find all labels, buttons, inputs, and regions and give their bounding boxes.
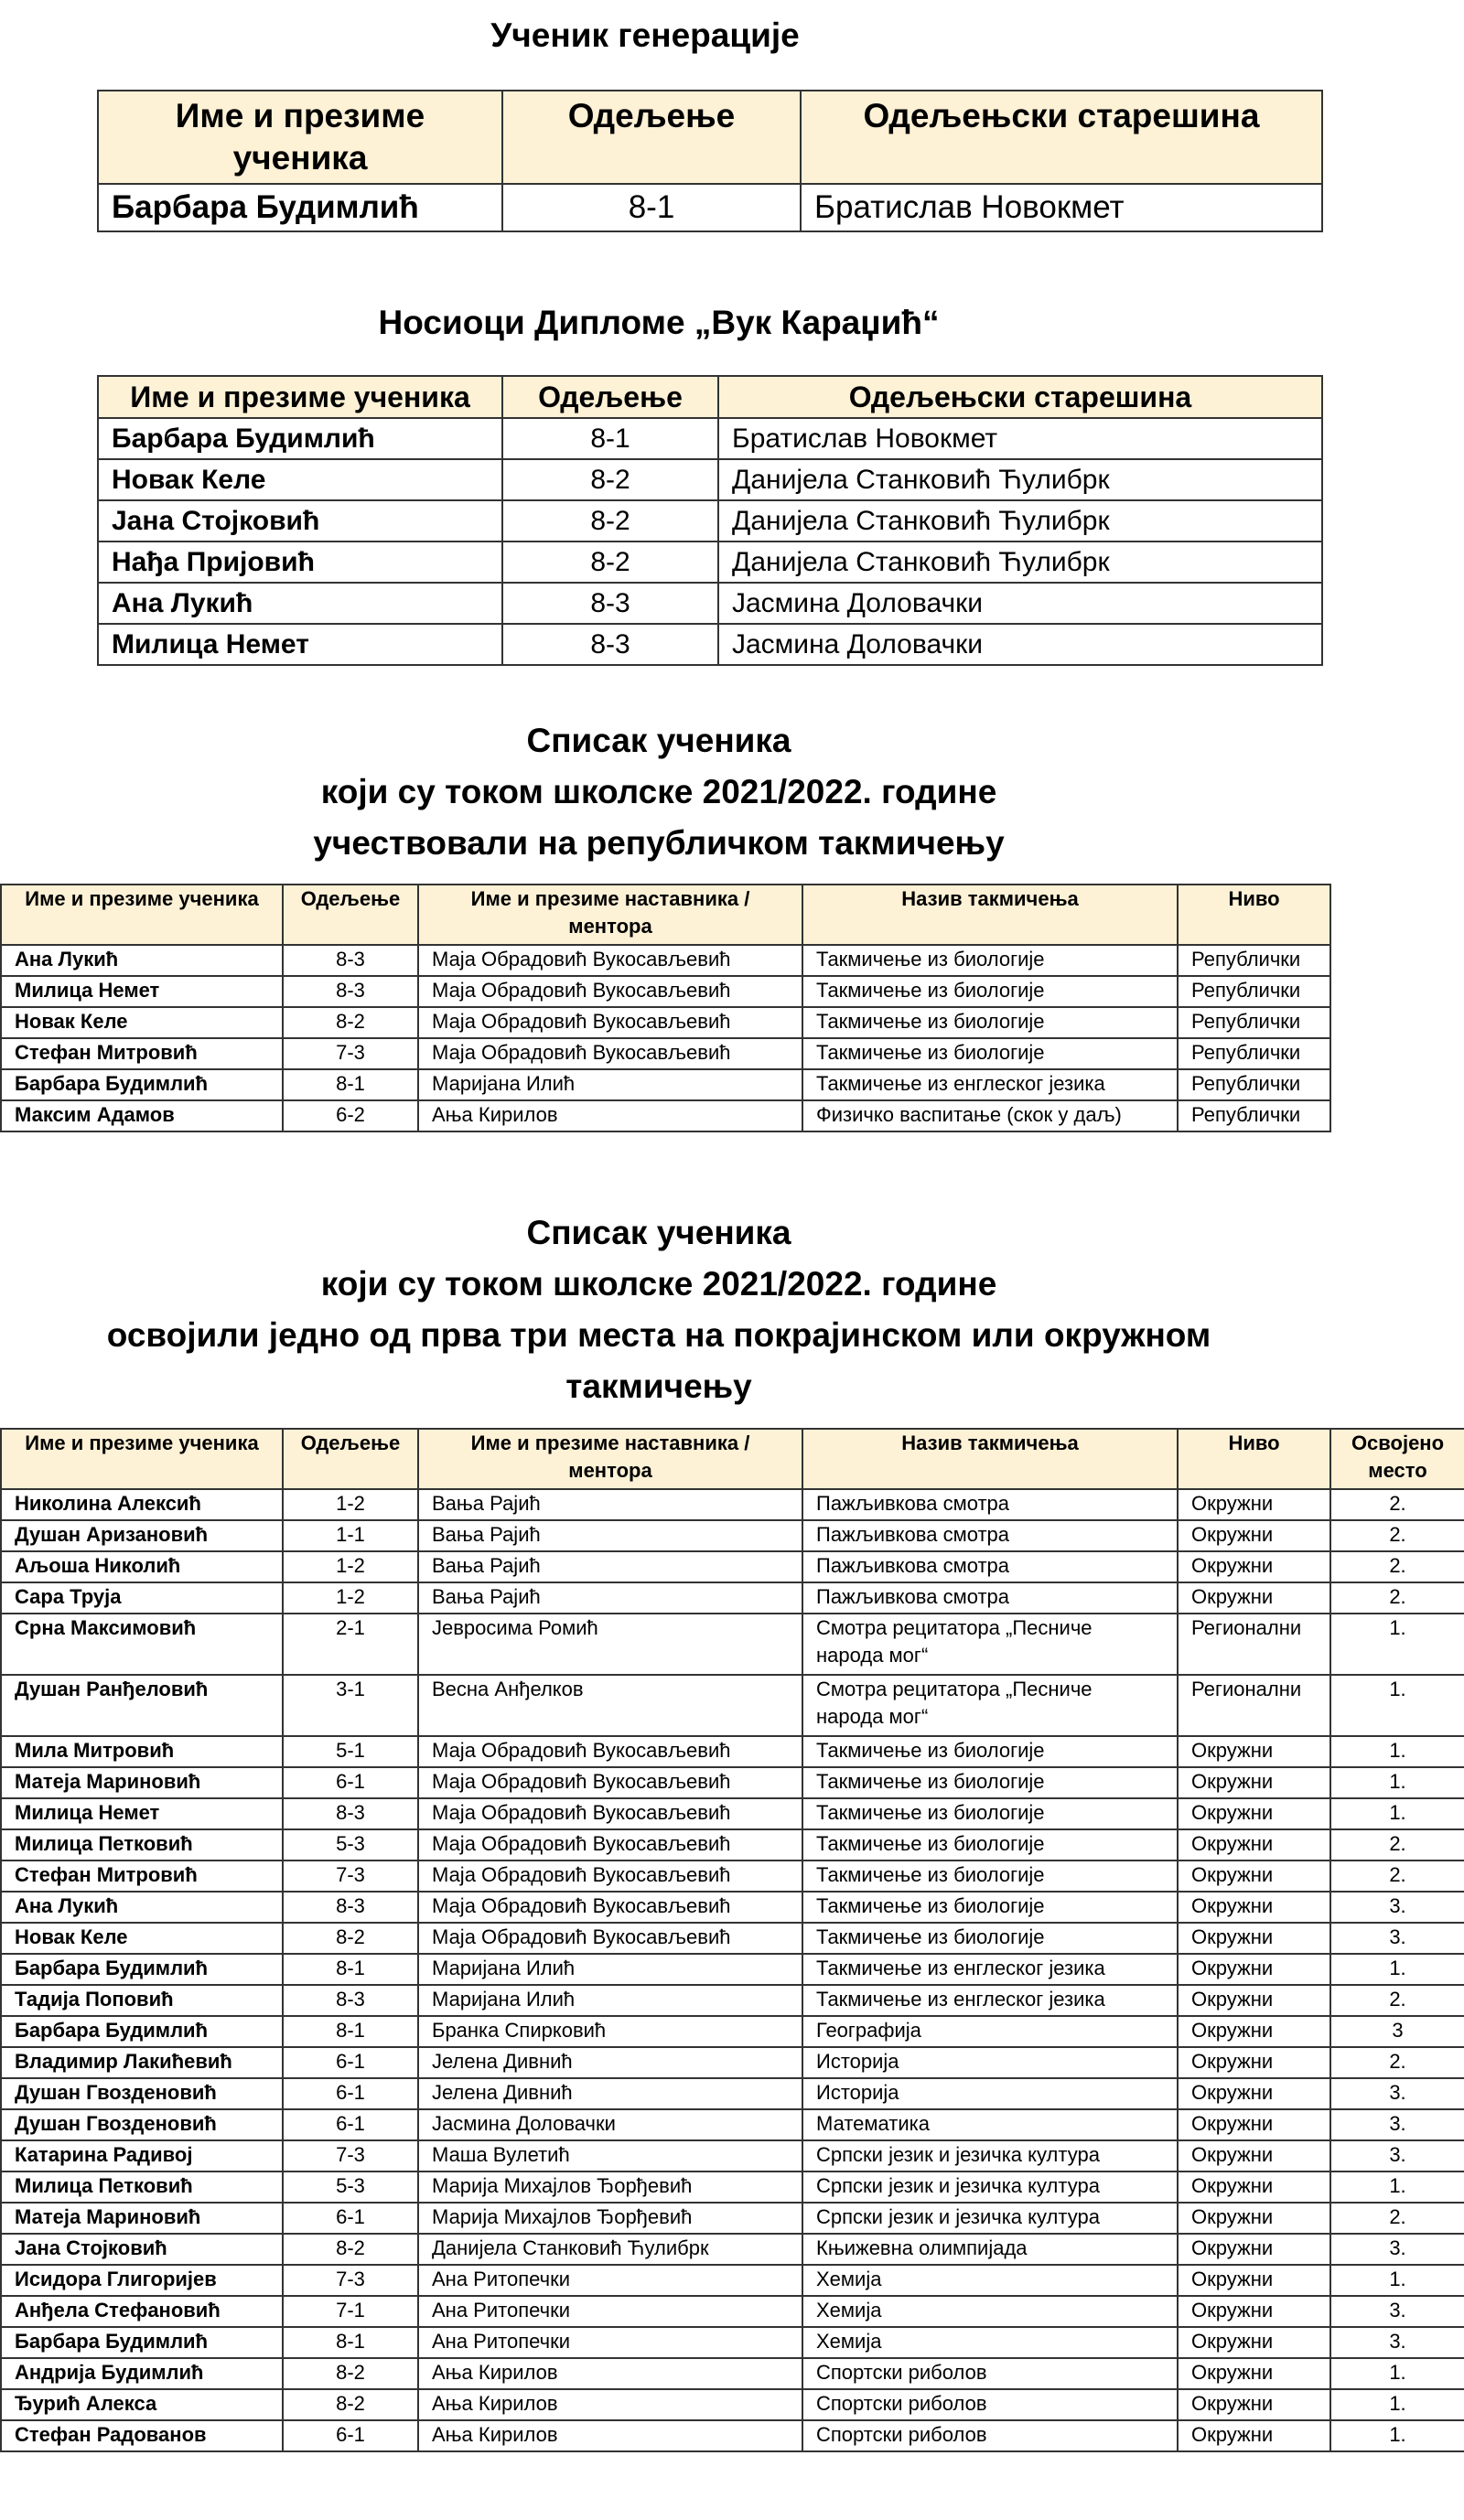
competition: Књижевна олимпијада [802,2234,1178,2265]
level: Окружни [1178,2327,1330,2358]
class: 8-3 [502,583,718,624]
place: 3. [1330,2234,1464,2265]
competition: Српски језик и језичка култура [802,2203,1178,2234]
homeroom-teacher: Јасмина Доловачки [718,624,1322,665]
table-row [98,542,1322,583]
place: 2. [1330,1520,1464,1551]
table-row [1,2203,1464,2234]
level: Окружни [1178,2047,1330,2078]
class: 3-1 [283,1675,418,1736]
competition: Пажљивкова смотра [802,1551,1178,1582]
competition: Такмичење из енглеског језика [802,1985,1178,2016]
column-header: Одељење [283,885,418,945]
mentor: Маја Обрадовић Вукосављевић [418,1038,802,1069]
table-row [1,945,1330,976]
homeroom-teacher: Братислав Новокмет [801,184,1322,231]
student-name: Душан Аризановић [1,1520,283,1551]
class: 8-3 [283,1798,418,1829]
student-name: Душан Гвозденовић [1,2078,283,2109]
competition: Такмичење из биологије [802,1007,1178,1038]
class: 8-3 [283,945,418,976]
table-row [1,1007,1330,1038]
mentor: Јелена Дивнић [418,2047,802,2078]
mentor: Весна Анђелков [418,1675,802,1736]
competition: Пажљивкова смотра [802,1489,1178,1520]
competition: Такмичење из биологије [802,976,1178,1007]
competition: Смотра рецитатора „Песниче народа мог“ [802,1614,1178,1675]
competition: Српски језик и језичка култура [802,2171,1178,2203]
class: 6-1 [283,1767,418,1798]
table-row [1,2016,1464,2047]
student-name: Ђурић Алекса [1,2389,283,2420]
student-name: Барбара Будимлић [1,2327,283,2358]
competition: Математика [802,2109,1178,2140]
mentor: Ања Кирилов [418,2389,802,2420]
table-row [1,1520,1464,1551]
level: Окружни [1178,2171,1330,2203]
table-row [1,1923,1464,1954]
competition: Такмичење из биологије [802,1892,1178,1923]
place: 2. [1330,2047,1464,2078]
mentor: Бранка Спирковић [418,2016,802,2047]
mentor: Маја Обрадовић Вукосављевић [418,1007,802,1038]
table-row [1,2296,1464,2327]
level: Окружни [1178,2203,1330,2234]
place: 2. [1330,1582,1464,1614]
student-name: Катарина Радивој [1,2140,283,2171]
table-row [1,1069,1330,1100]
student-name: Матеја Мариновић [1,2203,283,2234]
class: 6-1 [283,2078,418,2109]
level: Републички [1178,1069,1330,1100]
place: 1. [1330,2358,1464,2389]
class: 8-1 [502,184,801,231]
mentor: Ана Ритопечки [418,2327,802,2358]
table-row [1,976,1330,1007]
class: 8-3 [283,1892,418,1923]
place: 2. [1330,2203,1464,2234]
column-header: Име и презиме наставника / ментора [418,885,802,945]
title-line: освојили једно од прва три места на покрајинском или окружном [106,1316,1211,1354]
homeroom-teacher: Данијела Станковић Ћулибрк [718,542,1322,583]
mentor: Ана Ритопечки [418,2296,802,2327]
class: 8-1 [502,418,718,459]
student-name: Владимир Лакићевић [1,2047,283,2078]
student-name: Мила Митровић [1,1736,283,1767]
place: 1. [1330,2420,1464,2451]
table-row [1,2140,1464,2171]
table-row [1,2171,1464,2203]
title-line: учествовали на републичком такмичењу [313,824,1005,862]
competition: Такмичење из биологије [802,1923,1178,1954]
class: 8-2 [283,1007,418,1038]
level: Окружни [1178,1489,1330,1520]
table-row [1,1582,1464,1614]
class: 8-2 [502,542,718,583]
column-header: Одељење [502,376,718,418]
place: 2. [1330,1861,1464,1892]
class: 7-3 [283,2140,418,2171]
table-row [1,1038,1330,1069]
place: 1. [1330,1767,1464,1798]
table-row [1,1551,1464,1582]
mentor: Маша Вулетић [418,2140,802,2171]
table-row [98,184,1322,231]
column-header: Ниво [1178,1429,1330,1489]
level: Окружни [1178,2140,1330,2171]
table-row [1,2078,1464,2109]
class: 6-1 [283,2047,418,2078]
column-header: Назив такмичења [802,885,1178,945]
student-name: Стефан Радованов [1,2420,283,2451]
student-name: Аљоша Николић [1,1551,283,1582]
class: 5-1 [283,1736,418,1767]
competition: Такмичење из биологије [802,1798,1178,1829]
table-row [1,2389,1464,2420]
mentor: Маријана Илић [418,1069,802,1100]
class: 5-3 [283,1829,418,1861]
title-line: који су током школске 2021/2022. године [320,1265,997,1303]
mentor: Маја Обрадовић Вукосављевић [418,1798,802,1829]
column-header: Име и презиме ученика [1,1429,283,1489]
student-name: Новак Келе [1,1007,283,1038]
class: 1-2 [283,1582,418,1614]
student-name: Анђела Стефановић [1,2296,283,2327]
student-name: Милица Петковић [1,2171,283,2203]
level: Окружни [1178,2296,1330,2327]
student-name: Максим Адамов [1,1100,283,1131]
regional-competition-table [0,1428,1464,2452]
level: Републички [1178,1038,1330,1069]
place: 3. [1330,2327,1464,2358]
class: 8-2 [283,1923,418,1954]
table-row [98,624,1322,665]
homeroom-teacher: Јасмина Доловачки [718,583,1322,624]
class: 8-2 [502,459,718,500]
table-row [1,1798,1464,1829]
competition: Физичко васпитање (скок у даљ) [802,1100,1178,1131]
table-row [1,1829,1464,1861]
competition: Такмичење из биологије [802,945,1178,976]
mentor: Маја Обрадовић Вукосављевић [418,1829,802,1861]
mentor: Јевросима Ромић [418,1614,802,1675]
table-row [1,1100,1330,1131]
mentor: Вања Рајић [418,1551,802,1582]
place: 1. [1330,1954,1464,1985]
competition: Географија [802,2016,1178,2047]
level: Окружни [1178,1798,1330,1829]
class: 6-1 [283,2109,418,2140]
table-row [1,1767,1464,1798]
class: 6-2 [283,1100,418,1131]
vuk-diploma-title: Носиоци Дипломе „Вук Караџић“ [378,304,940,341]
level: Окружни [1178,2109,1330,2140]
generation-student-title: Ученик генерације [490,16,800,54]
student-name: Новак Келе [98,459,502,500]
level: Окружни [1178,2234,1330,2265]
level: Окружни [1178,1736,1330,1767]
student-name: Новак Келе [1,1923,283,1954]
table-row [1,1861,1464,1892]
student-name: Јана Стојковић [98,500,502,542]
class: 8-1 [283,2327,418,2358]
class: 7-3 [283,1861,418,1892]
level: Окружни [1178,1582,1330,1614]
competition: Смотра рецитатора „Песниче народа мог“ [802,1675,1178,1736]
table-row [1,1736,1464,1767]
student-name: Андрија Будимлић [1,2358,283,2389]
vuk-diploma-table [97,375,1323,666]
homeroom-teacher: Данијела Станковић Ћулибрк [718,500,1322,542]
mentor: Вања Рајић [418,1582,802,1614]
mentor: Данијела Станковић Ћулибрк [418,2234,802,2265]
mentor: Ана Ритопечки [418,2265,802,2296]
title-line: такмичењу [565,1367,752,1405]
competition: Спортски риболов [802,2420,1178,2451]
level: Окружни [1178,2389,1330,2420]
republic-competition-table [0,884,1331,1132]
competition: Пажљивкова смотра [802,1582,1178,1614]
place: 1. [1330,1614,1464,1675]
student-name: Милица Немет [98,624,502,665]
mentor: Марија Михајлов Ђорђевић [418,2203,802,2234]
place: 3. [1330,1923,1464,1954]
table-row [98,583,1322,624]
mentor: Ања Кирилов [418,2358,802,2389]
column-header: Име и презиме ученика [98,376,502,418]
competition: Спортски риболов [802,2389,1178,2420]
table-row [1,1892,1464,1923]
mentor: Ања Кирилов [418,2420,802,2451]
table-row [1,2109,1464,2140]
place: 1. [1330,2171,1464,2203]
student-name: Барбара Будимлић [1,1069,283,1100]
level: Окружни [1178,1551,1330,1582]
column-header: Одељење [502,91,801,184]
level: Окружни [1178,2358,1330,2389]
student-name: Душан Гвозденовић [1,2109,283,2140]
level: Окружни [1178,1923,1330,1954]
column-header: Име и презиме наставника / ментора [418,1429,802,1489]
class: 2-1 [283,1614,418,1675]
class: 7-1 [283,2296,418,2327]
competition: Такмичење из биологије [802,1767,1178,1798]
student-name: Душан Ранђеловић [1,1675,283,1736]
mentor: Вања Рајић [418,1489,802,1520]
mentor: Маја Обрадовић Вукосављевић [418,976,802,1007]
level: Окружни [1178,1985,1330,2016]
class: 1-1 [283,1520,418,1551]
place: 1. [1330,2265,1464,2296]
table-row [1,2327,1464,2358]
competition: Хемија [802,2327,1178,2358]
table-row [1,2265,1464,2296]
class: 8-2 [283,2389,418,2420]
mentor: Маја Обрадовић Вукосављевић [418,1767,802,1798]
table-row [1,2234,1464,2265]
mentor: Ања Кирилов [418,1100,802,1131]
table-row [1,1985,1464,2016]
mentor: Вања Рајић [418,1520,802,1551]
mentor: Маријана Илић [418,1985,802,2016]
place: 3. [1330,1892,1464,1923]
level: Окружни [1178,2016,1330,2047]
place: 1. [1330,1736,1464,1767]
table-row [1,1614,1464,1675]
competition: Такмичење из биологије [802,1038,1178,1069]
republic-competition-title [0,715,1318,869]
place: 2. [1330,1829,1464,1861]
class: 8-2 [283,2358,418,2389]
class: 5-3 [283,2171,418,2203]
column-header: Име и презиме ученика [1,885,283,945]
place: 3. [1330,2109,1464,2140]
mentor: Јасмина Доловачки [418,2109,802,2140]
column-header: Одељењски старешина [718,376,1322,418]
student-name: Милица Петковић [1,1829,283,1861]
place: 3. [1330,2296,1464,2327]
mentor: Маја Обрадовић Вукосављевић [418,1892,802,1923]
table-row [1,1954,1464,1985]
table-row [1,2358,1464,2389]
class: 7-3 [283,2265,418,2296]
competition: Историја [802,2047,1178,2078]
class: 7-3 [283,1038,418,1069]
table-row [1,1675,1464,1736]
student-name: Сара Трујa [1,1582,283,1614]
mentor: Маја Обрадовић Вукосављевић [418,945,802,976]
student-name: Ана Лукић [1,1892,283,1923]
level: Републички [1178,1100,1330,1131]
level: Окружни [1178,1520,1330,1551]
homeroom-teacher: Данијела Станковић Ћулибрк [718,459,1322,500]
competition: Такмичење из биологије [802,1861,1178,1892]
student-name: Ана Лукић [1,945,283,976]
mentor: Маја Обрадовић Вукосављевић [418,1923,802,1954]
table-row [98,500,1322,542]
competition: Хемија [802,2265,1178,2296]
table-row [1,2047,1464,2078]
class: 1-2 [283,1489,418,1520]
student-name: Тадија Поповић [1,1985,283,2016]
mentor: Маја Обрадовић Вукосављевић [418,1861,802,1892]
level: Окружни [1178,1954,1330,1985]
competition: Пажљивкова смотра [802,1520,1178,1551]
student-name: Исидора Глигоријев [1,2265,283,2296]
class: 8-2 [283,2234,418,2265]
competition: Такмичење из енглеског језика [802,1954,1178,1985]
student-name: Николина Алексић [1,1489,283,1520]
class: 8-1 [283,1954,418,1985]
class: 8-1 [283,2016,418,2047]
column-header: Освојено место [1330,1429,1464,1489]
level: Окружни [1178,1767,1330,1798]
column-header: Ниво [1178,885,1330,945]
title-line: Списак ученика [526,1214,791,1251]
column-header: Име и презиме ученика [98,91,502,184]
class: 6-1 [283,2203,418,2234]
level: Регионални [1178,1614,1330,1675]
regional-competition-title [0,1207,1318,1412]
student-name: Барбара Будимлић [1,2016,283,2047]
place: 3. [1330,2078,1464,2109]
level: Окружни [1178,1861,1330,1892]
table-row [1,1489,1464,1520]
column-header: Одељење [283,1429,418,1489]
student-name: Милица Немет [1,1798,283,1829]
place: 1. [1330,1798,1464,1829]
class: 8-2 [502,500,718,542]
table-row [98,459,1322,500]
level: Регионални [1178,1675,1330,1736]
student-name: Стефан Митровић [1,1038,283,1069]
class: 8-3 [502,624,718,665]
mentor: Маја Обрадовић Вукосављевић [418,1736,802,1767]
title-line: Списак ученика [526,722,791,759]
competition: Такмичење из енглеског језика [802,1069,1178,1100]
place: 3 [1330,2016,1464,2047]
student-name: Срна Максимовић [1,1614,283,1675]
table-row [98,418,1322,459]
student-name: Барбара Будимлић [1,1954,283,1985]
level: Окружни [1178,1829,1330,1861]
mentor: Марија Михајлов Ђорђевић [418,2171,802,2203]
column-header: Назив такмичења [802,1429,1178,1489]
competition: Такмичење из биологије [802,1829,1178,1861]
homeroom-teacher: Братислав Новокмет [718,418,1322,459]
competition: Такмичење из биологије [802,1736,1178,1767]
level: Републички [1178,945,1330,976]
level: Окружни [1178,1892,1330,1923]
class: 1-2 [283,1551,418,1582]
student-name: Нађа Пријовић [98,542,502,583]
student-name: Стефан Митровић [1,1861,283,1892]
student-name: Ана Лукић [98,583,502,624]
title-line: који су током школске 2021/2022. године [320,773,997,810]
competition: Хемија [802,2296,1178,2327]
competition: Историја [802,2078,1178,2109]
place: 1. [1330,1675,1464,1736]
level: Републички [1178,1007,1330,1038]
generation-student-table [97,90,1323,232]
class: 6-1 [283,2420,418,2451]
class: 8-1 [283,1069,418,1100]
place: 3. [1330,2140,1464,2171]
place: 2. [1330,1985,1464,2016]
student-name: Матеја Мариновић [1,1767,283,1798]
mentor: Јелена Дивнић [418,2078,802,2109]
student-name: Барбара Будимлић [98,184,502,231]
level: Окружни [1178,2420,1330,2451]
class: 8-3 [283,1985,418,2016]
competition: Спортски риболов [802,2358,1178,2389]
level: Окружни [1178,2078,1330,2109]
column-header: Одељењски старешина [801,91,1322,184]
place: 2. [1330,1489,1464,1520]
class: 8-3 [283,976,418,1007]
level: Окружни [1178,2265,1330,2296]
student-name: Милица Немет [1,976,283,1007]
place: 2. [1330,1551,1464,1582]
place: 1. [1330,2389,1464,2420]
competition: Српски језик и језичка култура [802,2140,1178,2171]
student-name: Јана Стојковић [1,2234,283,2265]
level: Републички [1178,976,1330,1007]
mentor: Маријана Илић [418,1954,802,1985]
student-name: Барбара Будимлић [98,418,502,459]
table-row [1,2420,1464,2451]
